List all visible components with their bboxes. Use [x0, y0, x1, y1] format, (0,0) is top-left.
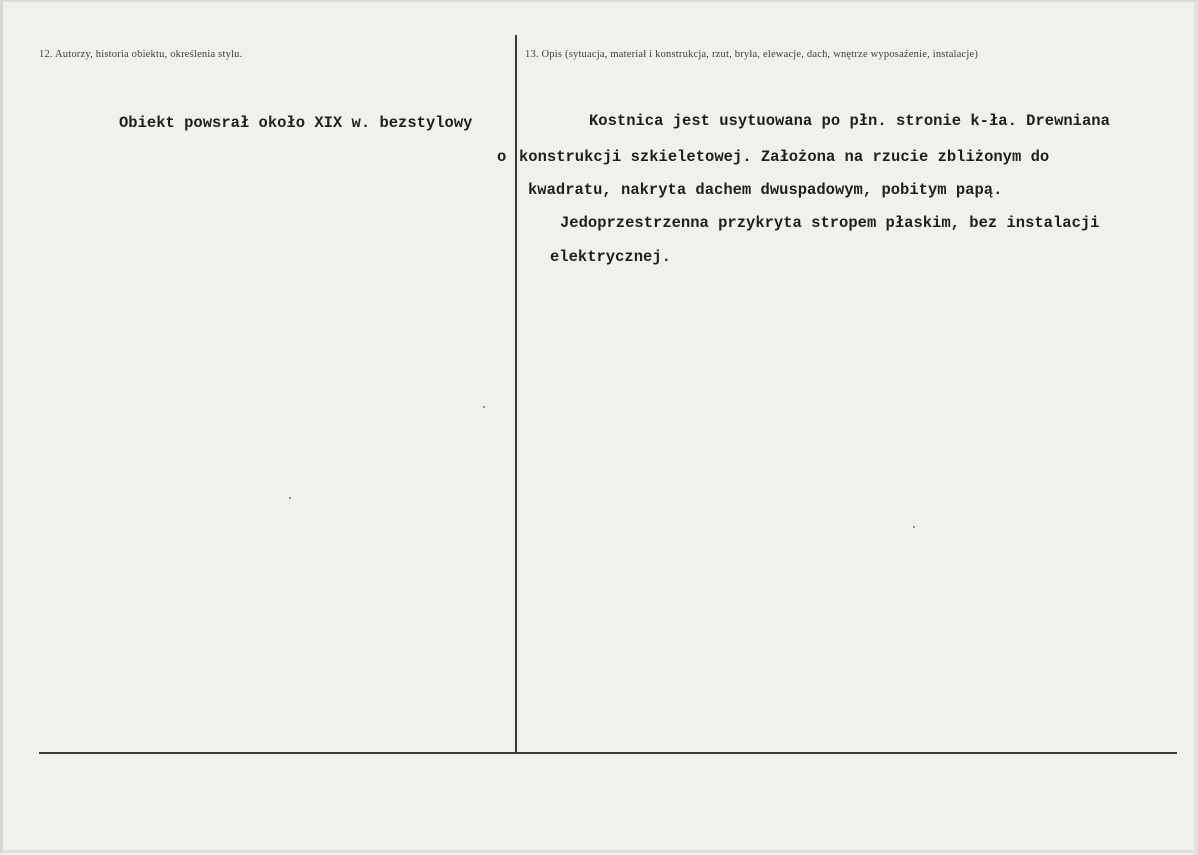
field-12-label: 12. Autorzy, historia obiektu, określenia stylu.: [39, 49, 243, 60]
paper-speck: [913, 526, 915, 528]
description-line-1: Kostnica jest usytuowana po płn. stronie k-ła. Drewniana: [589, 112, 1110, 130]
paper-speck: [483, 406, 485, 408]
column-divider: [515, 35, 517, 753]
description-line-3: kwadratu, nakryta dachem dwuspadowym, pobitym papą.: [528, 181, 1003, 199]
paper-speck: [289, 497, 291, 499]
card-edge-right: [1194, 2, 1198, 855]
description-line-2: konstrukcji szkieletowej. Założona na rzucie zbliżonym do: [519, 148, 1050, 166]
description-line-4: Jedoprzestrzenna przykryta stropem płaskim, bez instalacji: [560, 214, 1100, 232]
bottom-rule: [39, 752, 1177, 754]
description-line-5: elektrycznej.: [550, 248, 671, 266]
field-13-label: 13. Opis (sytuacja, materiał i konstrukcja, rzut, bryła, elewacje, dach, wnętrze wyposażenie, instalacje): [525, 49, 979, 60]
history-line-1: Obiekt powsrał około XIX w. bezstylowy: [119, 114, 473, 132]
history-line-2: o: [497, 148, 507, 166]
